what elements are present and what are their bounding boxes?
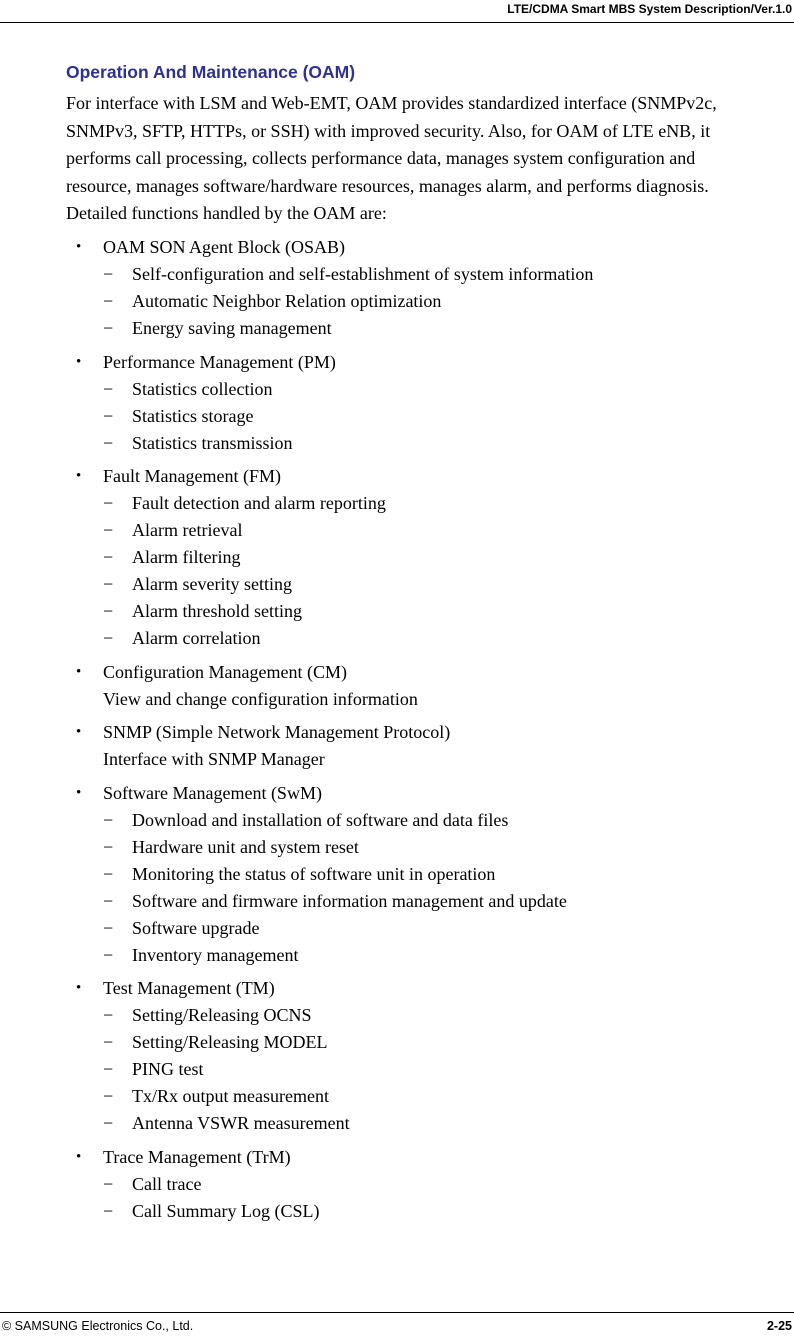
dash-marker: − — [103, 944, 114, 965]
function-section — [66, 659, 791, 713]
list-item-text: Antenna VSWR measurement — [132, 1113, 350, 1133]
section-label: OAM SON Agent Block (OSAB) — [103, 237, 346, 257]
dash-marker: − — [103, 378, 114, 399]
list-item — [66, 1110, 791, 1137]
dash-marker: − — [103, 890, 114, 911]
list-item-text: Software and firmware information management and update — [132, 890, 567, 911]
section-label: Fault Management (FM) — [103, 466, 281, 486]
list-item-text: Inventory management — [132, 944, 299, 965]
dash-marker: − — [103, 574, 114, 594]
section-label: SNMP (Simple Network Management Protocol) — [103, 722, 451, 742]
intro-line: SNMPv3, SFTP, HTTPs, or SSH) with improved security. Also, for OAM of LTE eNB, it — [66, 120, 711, 141]
list-item-text: Statistics collection — [132, 378, 273, 399]
bullet-marker: • — [76, 353, 82, 370]
dash-marker: − — [103, 1086, 114, 1106]
list-item-text: PING test — [132, 1059, 204, 1079]
list-item — [66, 807, 791, 834]
dash-marker: − — [103, 863, 114, 884]
dash-marker: − — [103, 1005, 114, 1025]
dash-marker: − — [103, 520, 114, 540]
list-item — [66, 517, 791, 544]
footer-copyright: © SAMSUNG Electronics Co., Ltd. — [2, 1319, 194, 1333]
list-item-text: Monitoring the status of software unit in operation — [132, 863, 496, 884]
list-item-text: Alarm correlation — [132, 628, 261, 648]
list-item-text: Call trace — [132, 1173, 202, 1194]
bullet-marker: • — [76, 980, 82, 996]
dash-marker: − — [103, 291, 114, 311]
section-heading — [66, 234, 791, 261]
list-item — [66, 1083, 791, 1110]
section-heading — [66, 659, 791, 686]
dash-marker: − — [103, 1032, 114, 1052]
dash-marker: − — [103, 1173, 114, 1194]
list-item-text: Hardware unit and system reset — [132, 836, 359, 857]
list-item-text: Alarm retrieval — [132, 520, 243, 540]
bullet-marker: • — [76, 239, 82, 255]
list-item — [66, 625, 791, 652]
list-item-text: Setting/Releasing OCNS — [132, 1005, 312, 1025]
bullet-marker: • — [76, 468, 82, 484]
list-item — [66, 888, 791, 915]
section-heading — [66, 975, 791, 1002]
list-item-text: Download and installation of software and data files — [132, 809, 509, 830]
list-item — [66, 261, 791, 288]
section-heading — [66, 719, 791, 746]
list-item-text: Automatic Neighbor Relation optimization — [132, 291, 442, 311]
bullet-marker: • — [76, 724, 82, 740]
dash-marker: − — [103, 264, 114, 284]
intro-line: For interface with LSM and Web-EMT, OAM provides standardized interface (SNMPv2c, — [66, 93, 717, 113]
section-label: Trace Management (TrM) — [103, 1146, 291, 1167]
list-item-text: Statistics storage — [132, 405, 254, 426]
function-section — [66, 780, 791, 969]
list-item — [66, 1056, 791, 1083]
list-item — [66, 315, 791, 342]
list-item-text: Software upgrade — [132, 917, 260, 938]
function-list — [66, 234, 791, 1231]
list-item — [66, 288, 791, 315]
dash-marker: − — [103, 318, 114, 338]
dash-marker: − — [103, 809, 114, 830]
page-footer — [0, 1312, 794, 1337]
dash-marker: − — [103, 836, 114, 857]
list-item — [66, 490, 791, 517]
function-section — [66, 719, 791, 773]
function-section — [66, 975, 791, 1137]
list-item — [66, 430, 791, 457]
dash-marker: − — [103, 1200, 114, 1221]
function-section — [66, 1144, 791, 1225]
dash-marker: − — [103, 1059, 114, 1079]
section-label: Test Management (TM) — [103, 978, 275, 998]
section-heading — [66, 780, 791, 807]
dash-marker: − — [103, 601, 114, 621]
dash-marker: − — [103, 432, 114, 453]
section-label: Configuration Management (CM) — [103, 661, 347, 682]
function-section — [66, 234, 791, 342]
bullet-marker: • — [76, 1148, 82, 1165]
list-item-text: Setting/Releasing MODEL — [132, 1032, 328, 1052]
list-item — [66, 1002, 791, 1029]
section-label: Software Management (SwM) — [103, 782, 322, 803]
list-item-text: Alarm threshold setting — [132, 601, 302, 621]
list-item — [66, 1198, 791, 1225]
dash-marker: − — [103, 628, 114, 648]
list-item — [66, 1029, 791, 1056]
page-header — [0, 0, 794, 23]
section-title: Operation And Maintenance (OAM) — [66, 62, 356, 82]
list-item — [66, 861, 791, 888]
list-item-text: Fault detection and alarm reporting — [132, 493, 386, 513]
section-description: View and change configuration information — [103, 688, 418, 709]
function-section — [66, 349, 791, 457]
list-item — [66, 376, 791, 403]
dash-marker: − — [103, 917, 114, 938]
list-item — [66, 834, 791, 861]
list-item — [66, 544, 791, 571]
section-heading — [66, 1144, 791, 1171]
dash-marker: − — [103, 493, 114, 513]
bullet-marker: • — [76, 784, 82, 801]
page-number: 2-25 — [766, 1319, 792, 1333]
dash-marker: − — [103, 405, 114, 426]
list-item-text: Energy saving management — [132, 318, 332, 338]
intro-paragraph — [66, 90, 791, 228]
list-item — [66, 403, 791, 430]
section-description: Interface with SNMP Manager — [103, 749, 325, 769]
list-item — [66, 1171, 791, 1198]
dash-marker: − — [103, 1113, 114, 1133]
list-item-text: Alarm filtering — [132, 547, 241, 567]
bullet-marker: • — [76, 663, 82, 680]
list-item-text: Call Summary Log (CSL) — [132, 1200, 320, 1221]
list-item — [66, 571, 791, 598]
intro-line: Detailed functions handled by the OAM are: — [66, 203, 387, 224]
section-label: Performance Management (PM) — [103, 351, 336, 372]
list-item — [66, 598, 791, 625]
list-item-text: Statistics transmission — [132, 432, 293, 453]
dash-marker: − — [103, 547, 114, 567]
intro-line: performs call processing, collects performance data, manages system configuration and — [66, 148, 696, 169]
function-section — [66, 463, 791, 652]
header-title: LTE/CDMA Smart MBS System Description/Ver.1.0 — [507, 2, 792, 16]
intro-line: resource, manages software/hardware resources, manages alarm, and performs diagnosis. — [66, 175, 709, 196]
section-heading — [66, 463, 791, 490]
list-item-text: Tx/Rx output measurement — [132, 1086, 329, 1106]
section-heading — [66, 349, 791, 376]
list-item-text: Alarm severity setting — [132, 574, 292, 594]
list-item — [66, 915, 791, 942]
list-item-text: Self-configuration and self-establishment of system information — [132, 264, 594, 284]
list-item — [66, 942, 791, 969]
